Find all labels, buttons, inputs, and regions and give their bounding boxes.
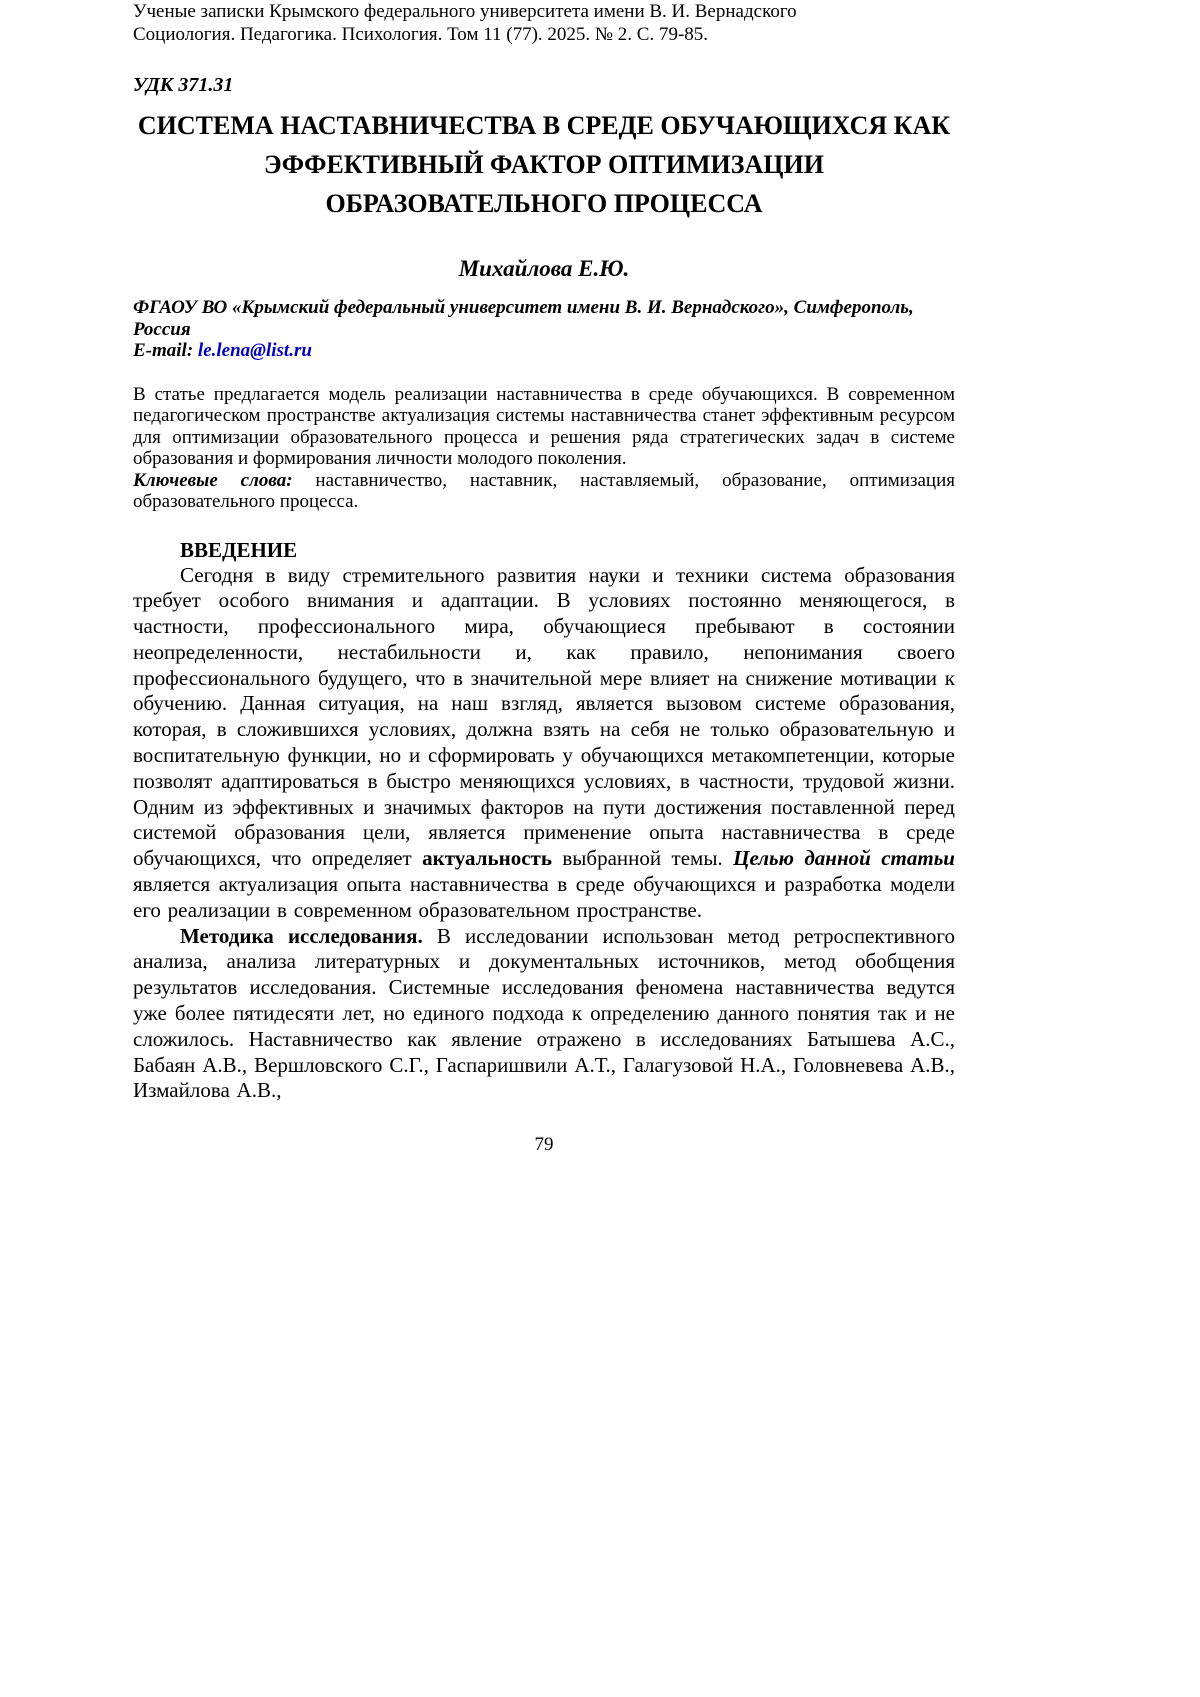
keywords-line xyxy=(133,470,955,513)
email-link[interactable]: le.lena@list.ru xyxy=(197,340,312,361)
body-paragraph-2: Методика исследования. В исследовании использован метод ретроспективного анализа, анализа литературных и документальных источников, метод обобщения результатов исследования. Системные исследования феномена наставничества ведутся уже более пятидесяти лет, но единого подхода к определению данного понятия так и не сложилось. Наставничество как явление отражено в исследованиях Батышева А.С., Бабаян А.В., Вершловского С.Г., Гаспаришвили А.Т., Галагузовой Н.А., Головневева А.В., Измайлова А.В., xyxy=(133,923,955,1103)
section-heading-introduction: ВВЕДЕНИЕ xyxy=(180,537,298,562)
email-line xyxy=(133,340,955,362)
article-title: СИСТЕМА НАСТАВНИЧЕСТВА В СРЕДЕ ОБУЧАЮЩИХСЯ КАК ЭФФЕКТИВНЫЙ ФАКТОР ОПТИМИЗАЦИИ ОБРАЗОВАТЕЛЬНОГО ПРОЦЕССА xyxy=(137,111,951,218)
author-name: Михайлова Е.Ю. xyxy=(458,256,630,281)
abstract-text: В статье предлагается модель реализации наставничества в среде обучающихся. В современном педагогическом пространстве актуализация системы наставничества станет эффективным ресурсом для оптимизации образовательного процесса и решения ряда стратегических задач в системе образования и формирования личности молодого поколения. xyxy=(133,383,955,469)
journal-header-line2: Социология. Педагогика. Психология. Том 11 (77). 2025. № 2. С. 79-85. xyxy=(133,24,709,45)
email-label: E-mail: xyxy=(133,340,198,361)
text-column xyxy=(133,0,955,1156)
affiliation-text: ФГАОУ ВО «Крымский федеральный университет имени В. И. Вернадского», Симферополь, Россия xyxy=(133,297,914,340)
journal-header xyxy=(133,0,955,46)
body-paragraph-1: Сегодня в виду стремительного развития науки и техники система образования требует особого внимания и адаптации. В условиях постоянно меняющегося, в частности, профессионального мира, обучающиеся пребывают в состоянии неопределенности, нестабильности и, как правило, непонимания своего профессионального будущего, что в значительной мере влияет на снижение мотивации к обучению. Данная ситуация, на наш взгляд, является вызовом системе образования, которая, в сложившихся условиях, должна взять на себя не только образовательную и воспитательную функции, но и сформировать у обучающихся метакомпетенции, которые позволят адаптироваться в быстро меняющихся условиях, в частности, трудовой жизни. Одним из эффективных и значимых факторов на пути достижения поставленной перед системой образования цели, является применение опыта наставничества в среде обучающихся, что определяет актуальность выбранной темы. Целью данной статьи является актуализация опыта наставничества в среде обучающихся и разработка модели его реализации в современном образовательном пространстве. xyxy=(133,562,955,922)
keywords-text: наставничество, наставник, наставляемый, образование, оптимизация образовательного процесса. xyxy=(133,469,955,512)
journal-header-line1: Ученые записки Крымского федерального университета имени В. И. Вернадского xyxy=(133,1,797,22)
keywords-label: Ключевые слова: xyxy=(133,469,293,491)
page-number: 79 xyxy=(534,1134,554,1156)
udc-code: УДК 371.31 xyxy=(133,74,234,96)
affiliation-block xyxy=(133,297,955,362)
